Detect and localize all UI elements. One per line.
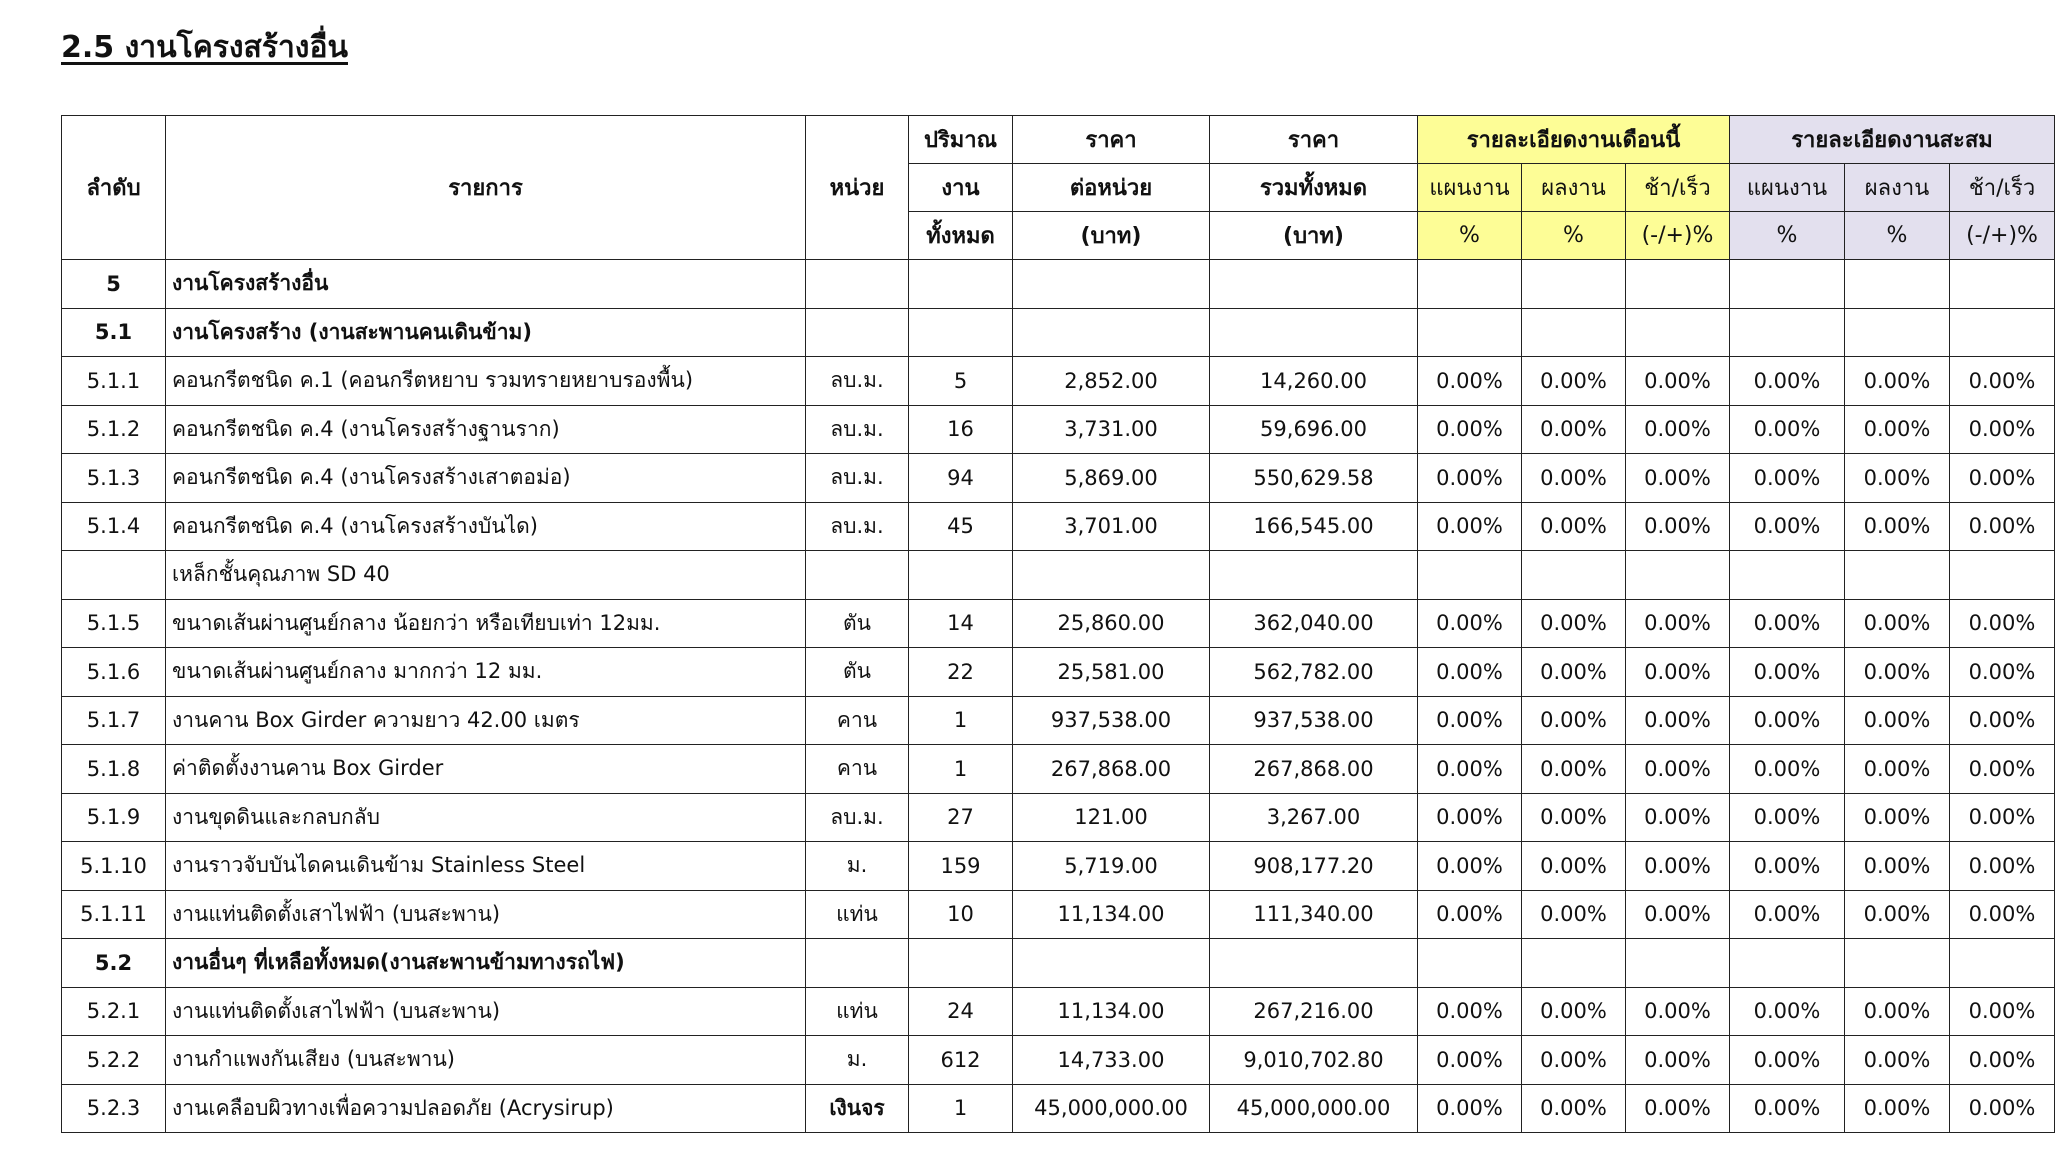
table-row bbox=[62, 648, 2055, 697]
cell-month-result bbox=[1522, 551, 1626, 600]
cell-month-diff: 0.00% bbox=[1626, 842, 1730, 891]
cell-total: 111,340.00 bbox=[1210, 890, 1418, 939]
cell-month-plan: 0.00% bbox=[1418, 793, 1522, 842]
cell-item: งานคาน Box Girder ความยาว 42.00 เมตร bbox=[166, 696, 806, 745]
cell-cum-diff: 0.00% bbox=[1950, 357, 2055, 406]
cell-cum-diff bbox=[1950, 308, 2055, 357]
table-row bbox=[62, 405, 2055, 454]
cell-unit-price: 3,731.00 bbox=[1013, 405, 1210, 454]
cell-cum-diff bbox=[1950, 260, 2055, 309]
cell-item: คอนกรีตชนิด ค.1 (คอนกรีตหยาบ รวมทรายหยาบรองพื้น) bbox=[166, 357, 806, 406]
cell-qty: 94 bbox=[909, 454, 1013, 503]
header-unit: หน่วย bbox=[806, 116, 909, 260]
header-qty-2: งาน bbox=[909, 164, 1013, 212]
cell-cum-plan: 0.00% bbox=[1730, 357, 1845, 406]
cell-unit: ลบ.ม. bbox=[806, 793, 909, 842]
cell-total: 362,040.00 bbox=[1210, 599, 1418, 648]
work-progress-table bbox=[61, 115, 2055, 1133]
cell-unit-price: 3,701.00 bbox=[1013, 502, 1210, 551]
header-total-price-1: ราคา bbox=[1210, 116, 1418, 164]
cell-cum-plan: 0.00% bbox=[1730, 890, 1845, 939]
cell-cum-plan: 0.00% bbox=[1730, 745, 1845, 794]
cell-qty bbox=[909, 551, 1013, 600]
cell-item: ขนาดเส้นผ่านศูนย์กลาง มากกว่า 12 มม. bbox=[166, 648, 806, 697]
cell-total: 267,216.00 bbox=[1210, 987, 1418, 1036]
cell-cum-plan: 0.00% bbox=[1730, 1036, 1845, 1085]
cell-cum-result: 0.00% bbox=[1845, 599, 1950, 648]
cell-item: งานอื่นๆ ที่เหลือทั้งหมด(งานสะพานข้ามทางรถไฟ) bbox=[166, 939, 806, 988]
cell-cum-diff: 0.00% bbox=[1950, 696, 2055, 745]
cell-month-result: 0.00% bbox=[1522, 745, 1626, 794]
cell-cum-plan: 0.00% bbox=[1730, 1084, 1845, 1133]
cell-cum-plan bbox=[1730, 551, 1845, 600]
cell-seq: 5.1.10 bbox=[62, 842, 166, 891]
cell-cum-diff: 0.00% bbox=[1950, 454, 2055, 503]
table-row bbox=[62, 357, 2055, 406]
header-this-month: รายละเอียดงานเดือนนี้ bbox=[1418, 116, 1730, 164]
cell-cum-result: 0.00% bbox=[1845, 842, 1950, 891]
cell-item: คอนกรีตชนิด ค.4 (งานโครงสร้างเสาตอม่อ) bbox=[166, 454, 806, 503]
header-cum-result: ผลงาน bbox=[1845, 164, 1950, 212]
cell-total bbox=[1210, 308, 1418, 357]
cell-unit-price bbox=[1013, 260, 1210, 309]
cell-unit-price: 267,868.00 bbox=[1013, 745, 1210, 794]
cell-month-result: 0.00% bbox=[1522, 987, 1626, 1036]
cell-unit: ลบ.ม. bbox=[806, 502, 909, 551]
cell-seq: 5.1.5 bbox=[62, 599, 166, 648]
cell-seq bbox=[62, 551, 166, 600]
cell-unit bbox=[806, 939, 909, 988]
cell-unit-price bbox=[1013, 308, 1210, 357]
cell-item: งานโครงสร้างอื่น bbox=[166, 260, 806, 309]
cell-cum-result: 0.00% bbox=[1845, 1084, 1950, 1133]
cell-month-result: 0.00% bbox=[1522, 357, 1626, 406]
cell-cum-plan: 0.00% bbox=[1730, 842, 1845, 891]
header-qty-1: ปริมาณ bbox=[909, 116, 1013, 164]
cell-cum-plan: 0.00% bbox=[1730, 599, 1845, 648]
cell-month-plan bbox=[1418, 260, 1522, 309]
cell-item: งานแท่นติดตั้งเสาไฟฟ้า (บนสะพาน) bbox=[166, 890, 806, 939]
cell-month-plan: 0.00% bbox=[1418, 890, 1522, 939]
cell-month-diff: 0.00% bbox=[1626, 357, 1730, 406]
cell-month-plan: 0.00% bbox=[1418, 599, 1522, 648]
cell-unit: ลบ.ม. bbox=[806, 405, 909, 454]
cell-cum-diff: 0.00% bbox=[1950, 987, 2055, 1036]
header-total-price-2: รวมทั้งหมด bbox=[1210, 164, 1418, 212]
cell-month-diff: 0.00% bbox=[1626, 502, 1730, 551]
cell-unit: คาน bbox=[806, 696, 909, 745]
section-title: 2.5 งานโครงสร้างอื่น bbox=[61, 30, 348, 65]
cell-qty: 45 bbox=[909, 502, 1013, 551]
cell-qty: 1 bbox=[909, 745, 1013, 794]
cell-cum-result: 0.00% bbox=[1845, 1036, 1950, 1085]
header-month-result-pct: % bbox=[1522, 212, 1626, 260]
cell-unit-price: 5,719.00 bbox=[1013, 842, 1210, 891]
table-row bbox=[62, 260, 2055, 309]
cell-unit-price: 2,852.00 bbox=[1013, 357, 1210, 406]
cell-month-plan: 0.00% bbox=[1418, 696, 1522, 745]
cell-cum-result: 0.00% bbox=[1845, 745, 1950, 794]
table-row bbox=[62, 1036, 2055, 1085]
cell-cum-diff: 0.00% bbox=[1950, 648, 2055, 697]
cell-seq: 5.1.11 bbox=[62, 890, 166, 939]
cell-month-diff: 0.00% bbox=[1626, 793, 1730, 842]
cell-item: งานแท่นติดตั้งเสาไฟฟ้า (บนสะพาน) bbox=[166, 987, 806, 1036]
cell-month-plan: 0.00% bbox=[1418, 1084, 1522, 1133]
cell-cum-plan: 0.00% bbox=[1730, 987, 1845, 1036]
cell-cum-plan: 0.00% bbox=[1730, 454, 1845, 503]
cell-month-plan: 0.00% bbox=[1418, 405, 1522, 454]
cell-seq: 5.1.1 bbox=[62, 357, 166, 406]
cell-month-result: 0.00% bbox=[1522, 793, 1626, 842]
cell-unit-price: 5,869.00 bbox=[1013, 454, 1210, 503]
cell-month-plan: 0.00% bbox=[1418, 648, 1522, 697]
cell-month-result: 0.00% bbox=[1522, 454, 1626, 503]
cell-cum-diff: 0.00% bbox=[1950, 405, 2055, 454]
cell-qty bbox=[909, 939, 1013, 988]
cell-qty: 16 bbox=[909, 405, 1013, 454]
cell-qty: 1 bbox=[909, 696, 1013, 745]
cell-unit-price: 121.00 bbox=[1013, 793, 1210, 842]
cell-seq: 5.2.3 bbox=[62, 1084, 166, 1133]
table-row bbox=[62, 890, 2055, 939]
cell-cum-plan: 0.00% bbox=[1730, 648, 1845, 697]
cell-month-diff bbox=[1626, 308, 1730, 357]
header-cumulative: รายละเอียดงานสะสม bbox=[1730, 116, 2055, 164]
cell-seq: 5.1.2 bbox=[62, 405, 166, 454]
header-unit-price-3: (บาท) bbox=[1013, 212, 1210, 260]
table-row bbox=[62, 745, 2055, 794]
cell-seq: 5.2 bbox=[62, 939, 166, 988]
cell-unit-price: 11,134.00 bbox=[1013, 890, 1210, 939]
table-row bbox=[62, 939, 2055, 988]
cell-unit bbox=[806, 260, 909, 309]
cell-month-diff: 0.00% bbox=[1626, 890, 1730, 939]
cell-unit-price: 25,581.00 bbox=[1013, 648, 1210, 697]
cell-cum-diff: 0.00% bbox=[1950, 599, 2055, 648]
cell-cum-result: 0.00% bbox=[1845, 793, 1950, 842]
table-row bbox=[62, 842, 2055, 891]
header-qty-3: ทั้งหมด bbox=[909, 212, 1013, 260]
cell-qty: 22 bbox=[909, 648, 1013, 697]
cell-month-result: 0.00% bbox=[1522, 890, 1626, 939]
cell-item: งานขุดดินและกลบกลับ bbox=[166, 793, 806, 842]
table-row bbox=[62, 308, 2055, 357]
table-row bbox=[62, 696, 2055, 745]
cell-cum-result bbox=[1845, 260, 1950, 309]
cell-cum-result: 0.00% bbox=[1845, 648, 1950, 697]
cell-cum-result: 0.00% bbox=[1845, 502, 1950, 551]
cell-qty bbox=[909, 308, 1013, 357]
cell-seq: 5.2.1 bbox=[62, 987, 166, 1036]
cell-month-result: 0.00% bbox=[1522, 696, 1626, 745]
cell-cum-diff: 0.00% bbox=[1950, 1084, 2055, 1133]
cell-cum-diff: 0.00% bbox=[1950, 502, 2055, 551]
cell-cum-plan bbox=[1730, 308, 1845, 357]
cell-total: 267,868.00 bbox=[1210, 745, 1418, 794]
table-body bbox=[62, 260, 2055, 1133]
cell-item: งานเคลือบผิวทางเพื่อความปลอดภัย (Acrysirup) bbox=[166, 1084, 806, 1133]
cell-cum-result: 0.00% bbox=[1845, 405, 1950, 454]
header-unit-price-1: ราคา bbox=[1013, 116, 1210, 164]
cell-seq: 5.1.9 bbox=[62, 793, 166, 842]
cell-unit: คาน bbox=[806, 745, 909, 794]
cell-qty: 5 bbox=[909, 357, 1013, 406]
cell-cum-diff: 0.00% bbox=[1950, 1036, 2055, 1085]
cell-total: 908,177.20 bbox=[1210, 842, 1418, 891]
cell-cum-plan bbox=[1730, 260, 1845, 309]
cell-unit bbox=[806, 308, 909, 357]
cell-item: งานโครงสร้าง (งานสะพานคนเดินข้าม) bbox=[166, 308, 806, 357]
cell-unit: ตัน bbox=[806, 599, 909, 648]
cell-total bbox=[1210, 551, 1418, 600]
cell-unit-price: 45,000,000.00 bbox=[1013, 1084, 1210, 1133]
cell-cum-plan bbox=[1730, 939, 1845, 988]
cell-qty: 24 bbox=[909, 987, 1013, 1036]
cell-unit: แท่น bbox=[806, 987, 909, 1036]
cell-month-plan bbox=[1418, 939, 1522, 988]
cell-total: 59,696.00 bbox=[1210, 405, 1418, 454]
cell-month-diff bbox=[1626, 551, 1730, 600]
cell-month-diff: 0.00% bbox=[1626, 648, 1730, 697]
cell-cum-result: 0.00% bbox=[1845, 890, 1950, 939]
cell-cum-plan: 0.00% bbox=[1730, 405, 1845, 454]
cell-qty: 14 bbox=[909, 599, 1013, 648]
table-header bbox=[62, 116, 2055, 260]
cell-qty bbox=[909, 260, 1013, 309]
cell-unit: เงินจร bbox=[806, 1084, 909, 1133]
table-row bbox=[62, 599, 2055, 648]
cell-cum-diff bbox=[1950, 551, 2055, 600]
cell-unit-price: 25,860.00 bbox=[1013, 599, 1210, 648]
cell-cum-result: 0.00% bbox=[1845, 987, 1950, 1036]
cell-total: 9,010,702.80 bbox=[1210, 1036, 1418, 1085]
cell-cum-diff: 0.00% bbox=[1950, 842, 2055, 891]
header-cum-plan: แผนงาน bbox=[1730, 164, 1845, 212]
cell-qty: 612 bbox=[909, 1036, 1013, 1085]
cell-seq: 5 bbox=[62, 260, 166, 309]
cell-month-diff: 0.00% bbox=[1626, 405, 1730, 454]
cell-qty: 27 bbox=[909, 793, 1013, 842]
cell-month-result: 0.00% bbox=[1522, 502, 1626, 551]
cell-seq: 5.1.8 bbox=[62, 745, 166, 794]
cell-unit: ลบ.ม. bbox=[806, 357, 909, 406]
cell-month-plan: 0.00% bbox=[1418, 357, 1522, 406]
cell-item: งานกำแพงกันเสียง (บนสะพาน) bbox=[166, 1036, 806, 1085]
table-row bbox=[62, 502, 2055, 551]
cell-total: 937,538.00 bbox=[1210, 696, 1418, 745]
cell-month-diff: 0.00% bbox=[1626, 1036, 1730, 1085]
cell-unit-price: 937,538.00 bbox=[1013, 696, 1210, 745]
cell-month-plan bbox=[1418, 308, 1522, 357]
cell-month-diff bbox=[1626, 260, 1730, 309]
cell-total: 3,267.00 bbox=[1210, 793, 1418, 842]
cell-seq: 5.1 bbox=[62, 308, 166, 357]
cell-cum-result: 0.00% bbox=[1845, 454, 1950, 503]
cell-item: ค่าติดตั้งงานคาน Box Girder bbox=[166, 745, 806, 794]
cell-unit-price bbox=[1013, 939, 1210, 988]
cell-cum-result bbox=[1845, 939, 1950, 988]
cell-total: 166,545.00 bbox=[1210, 502, 1418, 551]
cell-seq: 5.1.3 bbox=[62, 454, 166, 503]
header-month-result: ผลงาน bbox=[1522, 164, 1626, 212]
cell-cum-result bbox=[1845, 551, 1950, 600]
cell-unit: ตัน bbox=[806, 648, 909, 697]
header-month-diff: ช้า/เร็ว bbox=[1626, 164, 1730, 212]
cell-month-diff: 0.00% bbox=[1626, 1084, 1730, 1133]
cell-seq: 5.1.4 bbox=[62, 502, 166, 551]
cell-month-plan: 0.00% bbox=[1418, 745, 1522, 794]
header-item: รายการ bbox=[166, 116, 806, 260]
header-cum-result-pct: % bbox=[1845, 212, 1950, 260]
cell-unit: ม. bbox=[806, 1036, 909, 1085]
cell-total: 550,629.58 bbox=[1210, 454, 1418, 503]
header-month-diff-pct: (-/+)% bbox=[1626, 212, 1730, 260]
cell-cum-diff: 0.00% bbox=[1950, 745, 2055, 794]
cell-total bbox=[1210, 260, 1418, 309]
header-cum-diff-pct: (-/+)% bbox=[1950, 212, 2055, 260]
cell-item: ขนาดเส้นผ่านศูนย์กลาง น้อยกว่า หรือเทียบเท่า 12มม. bbox=[166, 599, 806, 648]
header-cum-plan-pct: % bbox=[1730, 212, 1845, 260]
cell-month-plan: 0.00% bbox=[1418, 454, 1522, 503]
cell-month-result: 0.00% bbox=[1522, 1036, 1626, 1085]
cell-month-plan: 0.00% bbox=[1418, 502, 1522, 551]
cell-unit-price bbox=[1013, 551, 1210, 600]
table-row bbox=[62, 793, 2055, 842]
header-month-plan-pct: % bbox=[1418, 212, 1522, 260]
table-row bbox=[62, 1084, 2055, 1133]
cell-month-diff: 0.00% bbox=[1626, 696, 1730, 745]
header-total-price-3: (บาท) bbox=[1210, 212, 1418, 260]
cell-cum-result bbox=[1845, 308, 1950, 357]
cell-unit: แท่น bbox=[806, 890, 909, 939]
cell-cum-diff bbox=[1950, 939, 2055, 988]
cell-month-result: 0.00% bbox=[1522, 405, 1626, 454]
cell-month-plan: 0.00% bbox=[1418, 842, 1522, 891]
header-seq: ลำดับ bbox=[62, 116, 166, 260]
cell-month-diff: 0.00% bbox=[1626, 987, 1730, 1036]
header-unit-price-2: ต่อหน่วย bbox=[1013, 164, 1210, 212]
header-month-plan: แผนงาน bbox=[1418, 164, 1522, 212]
cell-qty: 10 bbox=[909, 890, 1013, 939]
cell-cum-result: 0.00% bbox=[1845, 696, 1950, 745]
cell-total: 14,260.00 bbox=[1210, 357, 1418, 406]
cell-total bbox=[1210, 939, 1418, 988]
cell-item: งานราวจับบันไดคนเดินข้าม Stainless Steel bbox=[166, 842, 806, 891]
cell-month-result bbox=[1522, 939, 1626, 988]
cell-month-diff: 0.00% bbox=[1626, 454, 1730, 503]
cell-cum-plan: 0.00% bbox=[1730, 696, 1845, 745]
cell-cum-result: 0.00% bbox=[1845, 357, 1950, 406]
cell-item: คอนกรีตชนิด ค.4 (งานโครงสร้างฐานราก) bbox=[166, 405, 806, 454]
cell-cum-plan: 0.00% bbox=[1730, 793, 1845, 842]
cell-total: 562,782.00 bbox=[1210, 648, 1418, 697]
cell-unit: ลบ.ม. bbox=[806, 454, 909, 503]
cell-month-result: 0.00% bbox=[1522, 599, 1626, 648]
cell-month-plan bbox=[1418, 551, 1522, 600]
cell-month-plan: 0.00% bbox=[1418, 1036, 1522, 1085]
cell-seq: 5.1.6 bbox=[62, 648, 166, 697]
cell-qty: 1 bbox=[909, 1084, 1013, 1133]
cell-month-result: 0.00% bbox=[1522, 648, 1626, 697]
cell-cum-diff: 0.00% bbox=[1950, 793, 2055, 842]
cell-month-result: 0.00% bbox=[1522, 842, 1626, 891]
cell-month-diff: 0.00% bbox=[1626, 599, 1730, 648]
cell-unit: ม. bbox=[806, 842, 909, 891]
cell-cum-diff: 0.00% bbox=[1950, 890, 2055, 939]
cell-month-result bbox=[1522, 308, 1626, 357]
table-row bbox=[62, 454, 2055, 503]
cell-unit-price: 14,733.00 bbox=[1013, 1036, 1210, 1085]
cell-cum-plan: 0.00% bbox=[1730, 502, 1845, 551]
header-cum-diff: ช้า/เร็ว bbox=[1950, 164, 2055, 212]
cell-month-result bbox=[1522, 260, 1626, 309]
cell-month-plan: 0.00% bbox=[1418, 987, 1522, 1036]
cell-unit-price: 11,134.00 bbox=[1013, 987, 1210, 1036]
table-row bbox=[62, 551, 2055, 600]
table-row bbox=[62, 987, 2055, 1036]
cell-seq: 5.1.7 bbox=[62, 696, 166, 745]
cell-month-result: 0.00% bbox=[1522, 1084, 1626, 1133]
cell-item: เหล็กชั้นคุณภาพ SD 40 bbox=[166, 551, 806, 600]
cell-qty: 159 bbox=[909, 842, 1013, 891]
cell-total: 45,000,000.00 bbox=[1210, 1084, 1418, 1133]
cell-unit bbox=[806, 551, 909, 600]
cell-item: คอนกรีตชนิด ค.4 (งานโครงสร้างบันได) bbox=[166, 502, 806, 551]
cell-month-diff: 0.00% bbox=[1626, 745, 1730, 794]
cell-seq: 5.2.2 bbox=[62, 1036, 166, 1085]
cell-month-diff bbox=[1626, 939, 1730, 988]
